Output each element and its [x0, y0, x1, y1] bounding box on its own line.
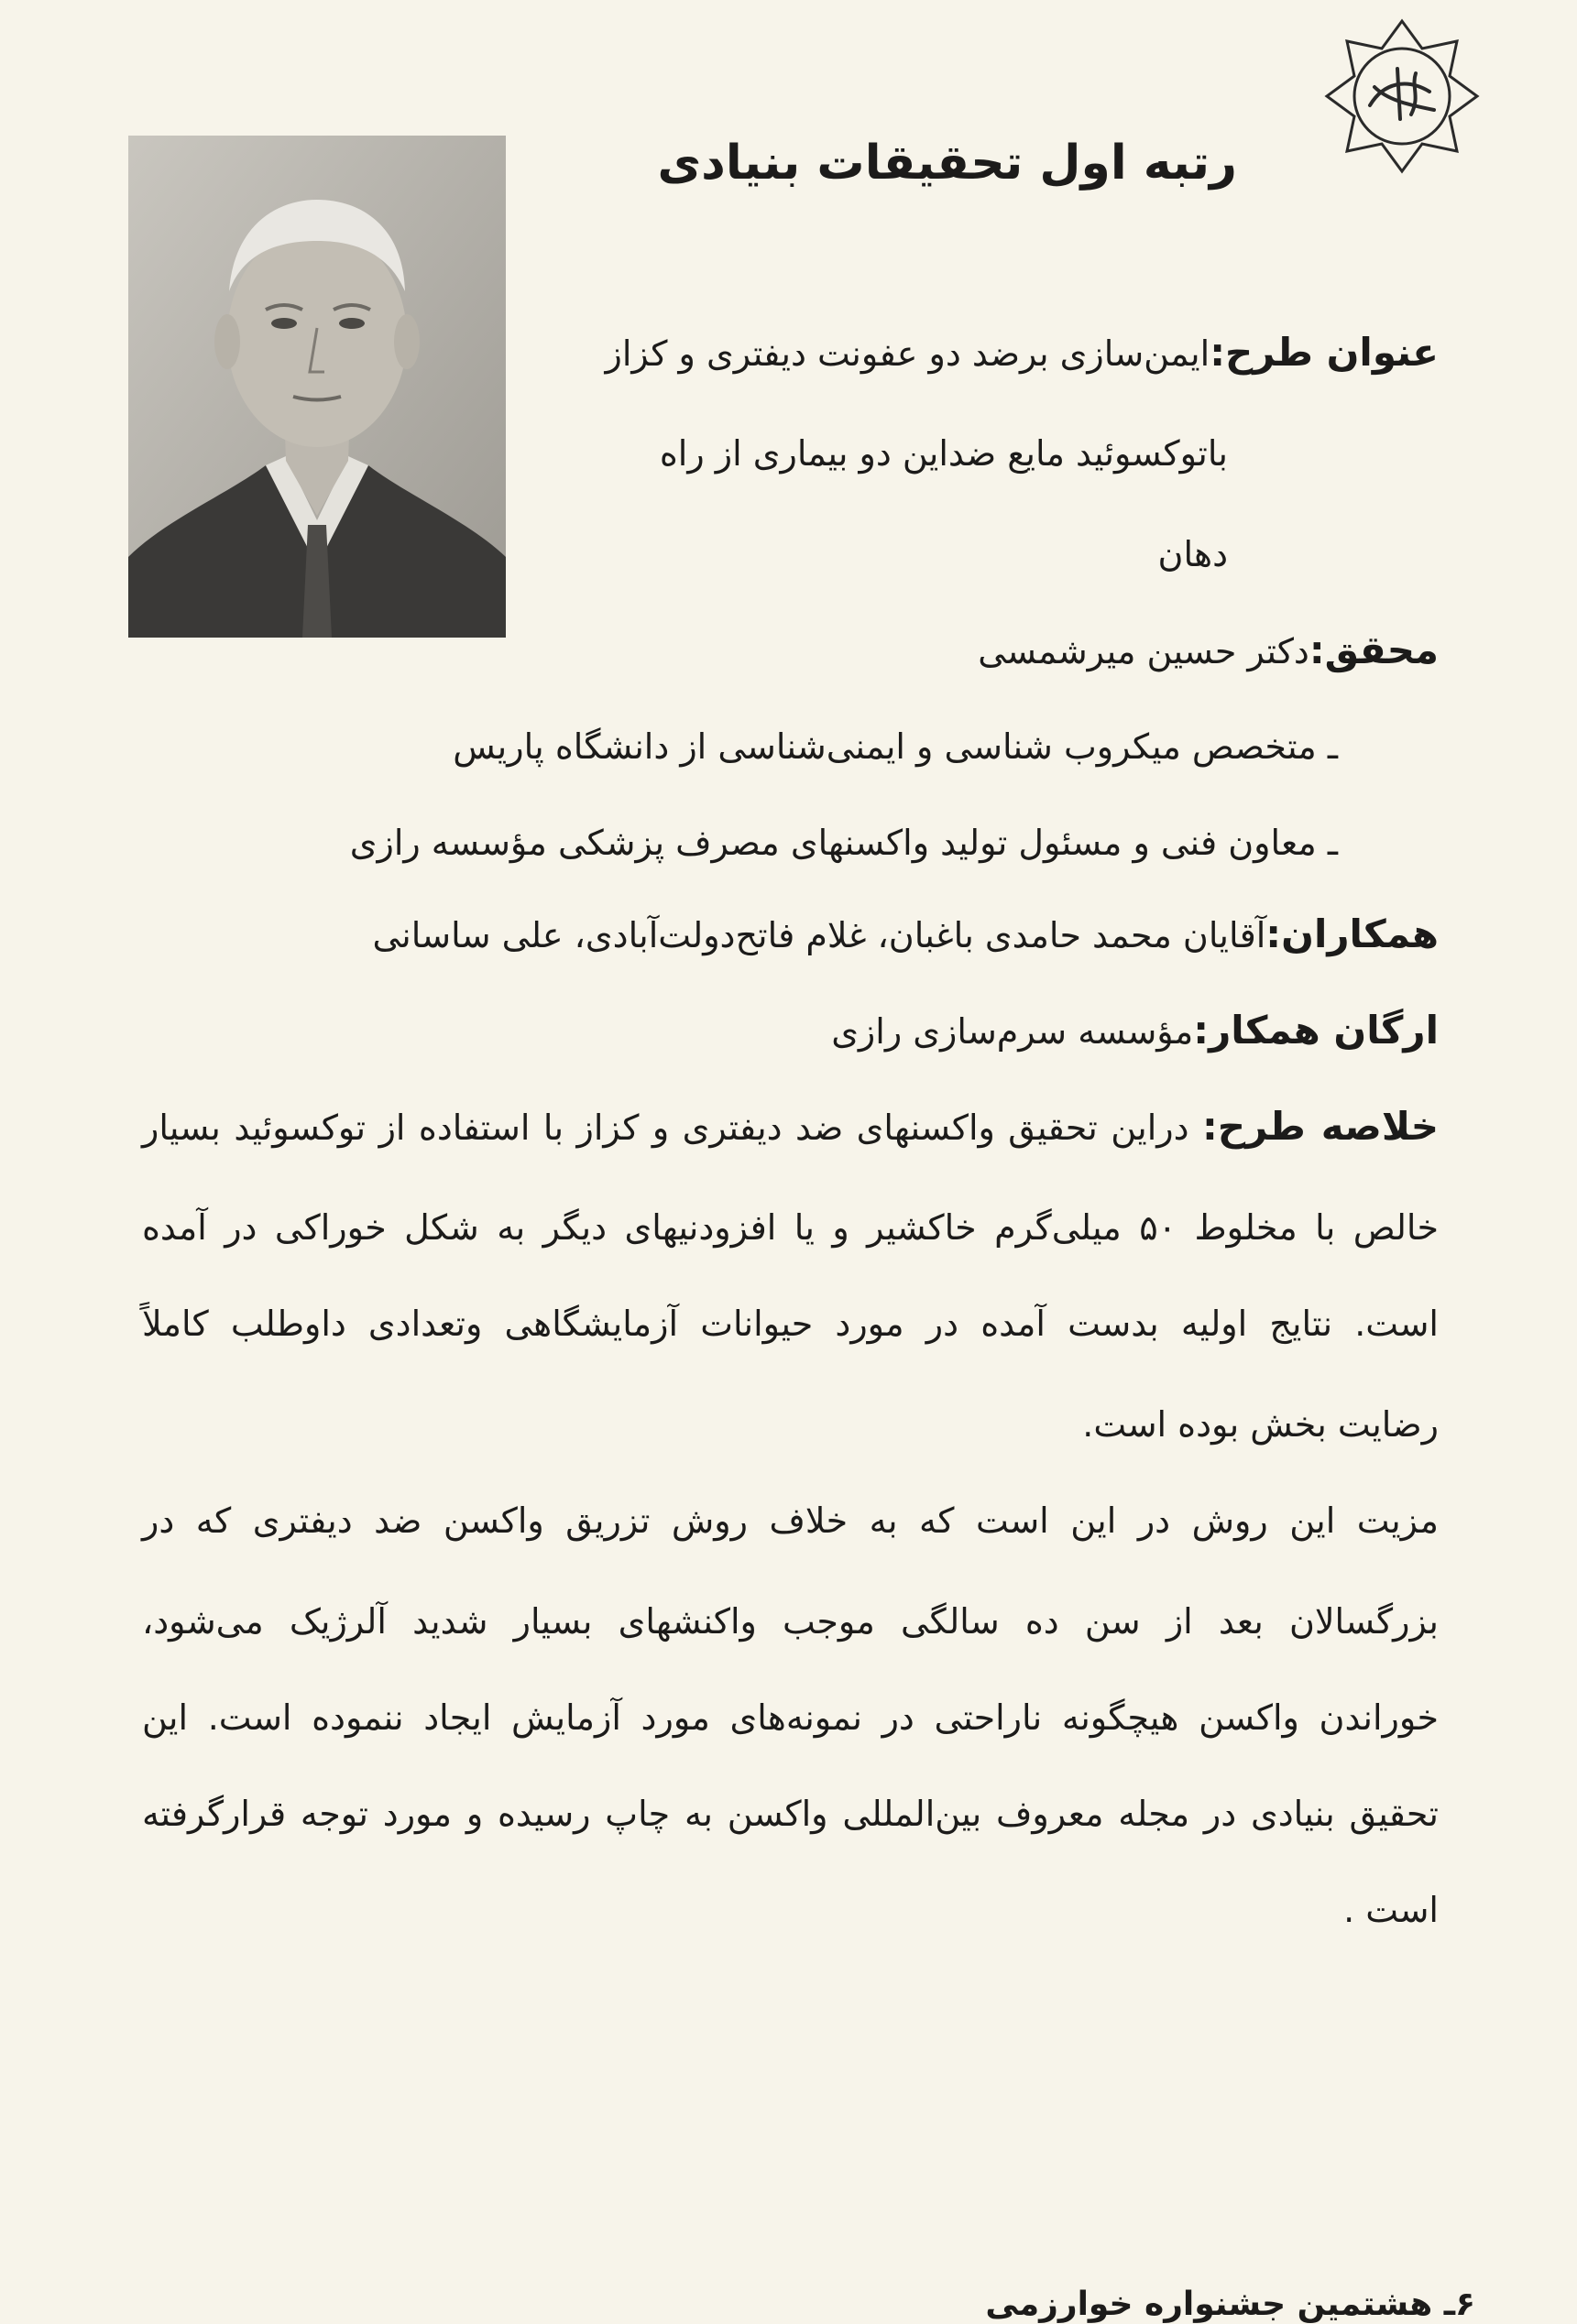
advantage-line-1: مزیت این روش در این است که به خلاف روش تزریق واکسن ضد دیفتری که در	[142, 1500, 1439, 1541]
organization-line	[825, 1008, 1439, 1054]
project-title-line3: دهان	[1157, 534, 1228, 574]
festival-seal-icon	[1320, 14, 1484, 179]
researcher-bullet-2: ـ معاون فنی و مسئول تولید واکسنهای مصرف پزشکی مؤسسه رازی	[349, 823, 1338, 863]
collaborators-label: همکاران:	[1265, 911, 1439, 956]
summary-text-1: دراین تحقیق واکسنهای ضد دیفتری و کزاز با استفاده از توکسوئید بسیار	[142, 1107, 1189, 1148]
organization-name: مؤسسه سرم‌سازی رازی	[831, 1011, 1194, 1052]
collaborators-line	[275, 911, 1439, 958]
advantage-line-5: است .	[1343, 1890, 1439, 1930]
summary-label: خلاصه طرح:	[1202, 1104, 1439, 1149]
researcher-label: محقق:	[1309, 627, 1439, 672]
researcher-line	[825, 627, 1439, 674]
project-title-line2: باتوکسوئید مایع ضداین دو بیماری از راه	[659, 433, 1228, 474]
advantage-line-2: بزرگسالان بعد از سن ده سالگی موجب واکنشهای بسیار شدید آلرژیک می‌شود،	[142, 1601, 1439, 1642]
project-title-line1	[568, 330, 1439, 376]
collaborators-names: آقایان محمد حامدی باغبان، غلام فاتح‌دولت‌آبادی، علی ساسانی	[372, 915, 1266, 955]
researcher-name: دکتر حسین میرشمسی	[978, 631, 1309, 671]
summary-line-2: خالص با مخلوط ۵۰ میلی‌گرم خاکشیر و یا افزودنیهای دیگر به شکل خوراکی در آمده	[142, 1207, 1439, 1248]
organization-label: ارگان همکار:	[1193, 1008, 1439, 1053]
summary-line-3: است. نتایج اولیه بدست آمده در مورد حیوانات آزمایشگاهی وتعدادی داوطلب کاملاً	[142, 1304, 1439, 1344]
researcher-bullet-1: ـ متخصص میکروب شناسی و ایمنی‌شناسی از دانشگاه پاریس	[453, 726, 1338, 767]
advantage-line-3: خوراندن واکسن هیچگونه ناراحتی در نمونه‌های مورد آزمایش ایجاد ننموده است. این	[142, 1697, 1439, 1738]
project-label: عنوان طرح:	[1210, 330, 1439, 375]
portrait-photo	[128, 136, 506, 638]
page-footer: ۶ـ هشتمین جشنواره خوارزمی	[985, 2286, 1475, 2323]
summary-line-1	[142, 1104, 1439, 1151]
summary-line-4: رضایت بخش بوده است.	[1082, 1404, 1439, 1445]
project-text-1: ایمن‌سازی برضد دو عفونت دیفتری و کزاز	[605, 333, 1210, 374]
page-title: رتبه اول تحقیقات بنیادی	[657, 136, 1237, 191]
advantage-line-4: تحقیق بنیادی در مجله معروف بین‌المللی واکسن به چاپ رسیده و مورد توجه قرارگرفته	[142, 1794, 1439, 1834]
